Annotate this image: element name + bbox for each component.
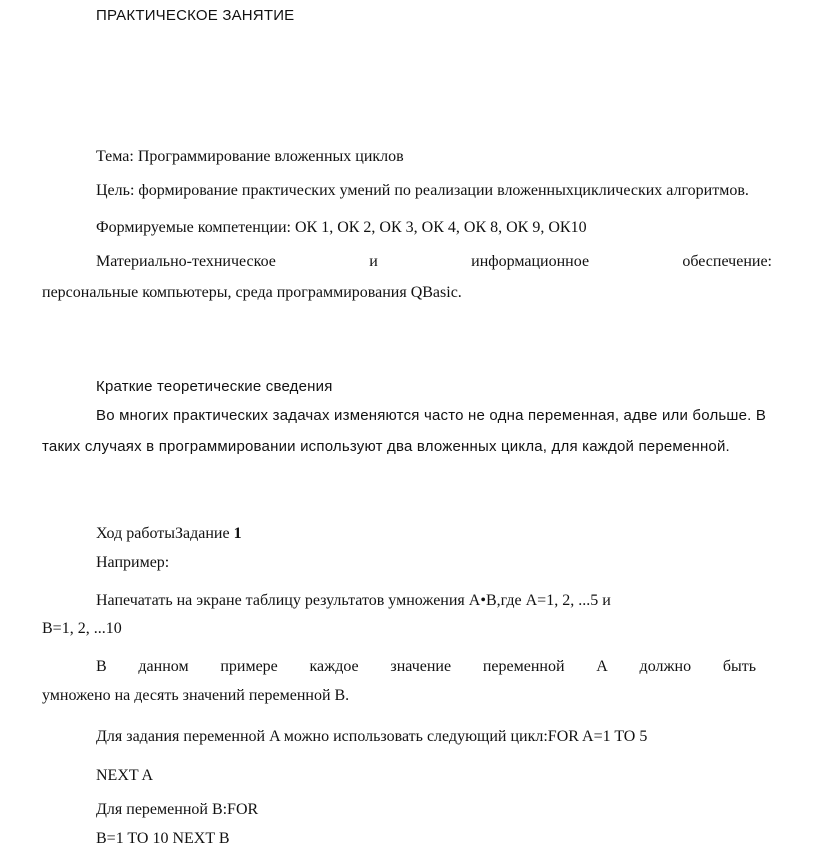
- work-heading-text: Ход работыЗадание: [96, 525, 230, 542]
- page-title: ПРАКТИЧЕСКОЕ ЗАНЯТИЕ: [96, 7, 295, 24]
- theory-line-1: Во многих практических задачах изменяются часто не одна переменная, адве или больше. В: [96, 407, 767, 424]
- equipment-word: информационное: [471, 253, 590, 270]
- equipment-word: обеспечение:: [682, 253, 772, 270]
- topic-line: [96, 147, 404, 167]
- explain-word: быть: [722, 658, 756, 675]
- goal-label: Цель:: [96, 182, 135, 199]
- equipment-word: Материально-техническое: [96, 253, 276, 270]
- equipment-line-1: [96, 252, 772, 272]
- work-heading: [96, 524, 242, 544]
- explain-word: значение: [390, 658, 452, 675]
- competencies-line: Формируемые компетенции: ОК 1, ОК 2, ОК 3, ОК 4, ОК 8, ОК 9, ОК10: [96, 219, 587, 236]
- explain-word: A: [596, 658, 608, 675]
- topic-text: Программирование вложенных циклов: [137, 148, 404, 165]
- loop-a-line: Для задания переменной A можно использовать следующий цикл:FOR A=1 TO 5: [96, 728, 648, 745]
- explain-line-2: умножено на десять значений переменной B.: [42, 687, 350, 704]
- loop-b-line-2: B=1 TO 10 NEXT B: [96, 830, 230, 847]
- next-a-line: NEXT A: [96, 767, 154, 784]
- explain-word: В: [96, 658, 107, 675]
- explain-word: примере: [220, 658, 278, 675]
- equipment-line-2: персональные компьютеры, среда программирования QBasic.: [42, 284, 462, 301]
- goal-text: формирование практических умений по реализации вложенныхциклических алгоритмов.: [138, 182, 749, 199]
- theory-heading: Краткие теоретические сведения: [96, 378, 333, 395]
- goal-line: [96, 181, 749, 201]
- explain-word: данном: [138, 658, 189, 675]
- explain-word: должно: [639, 658, 692, 675]
- theory-line-2: таких случаях в программировании используют два вложенных цикла, для каждой переменной.: [42, 438, 730, 455]
- explain-word: каждое: [309, 658, 359, 675]
- task-line-2: B=1, 2, ...10: [42, 620, 122, 637]
- topic-label: Тема:: [96, 148, 134, 165]
- task-number: 1: [233, 525, 242, 542]
- task-line-1: Напечатать на экране таблицу результатов умножения A•B,где A=1, 2, ...5 и: [96, 592, 611, 609]
- example-label: Например:: [96, 554, 170, 571]
- explain-word: переменной: [482, 658, 565, 675]
- explain-line-1: [96, 657, 756, 677]
- loop-b-line-1: Для переменной B:FOR: [96, 801, 259, 818]
- equipment-word: и: [369, 253, 378, 270]
